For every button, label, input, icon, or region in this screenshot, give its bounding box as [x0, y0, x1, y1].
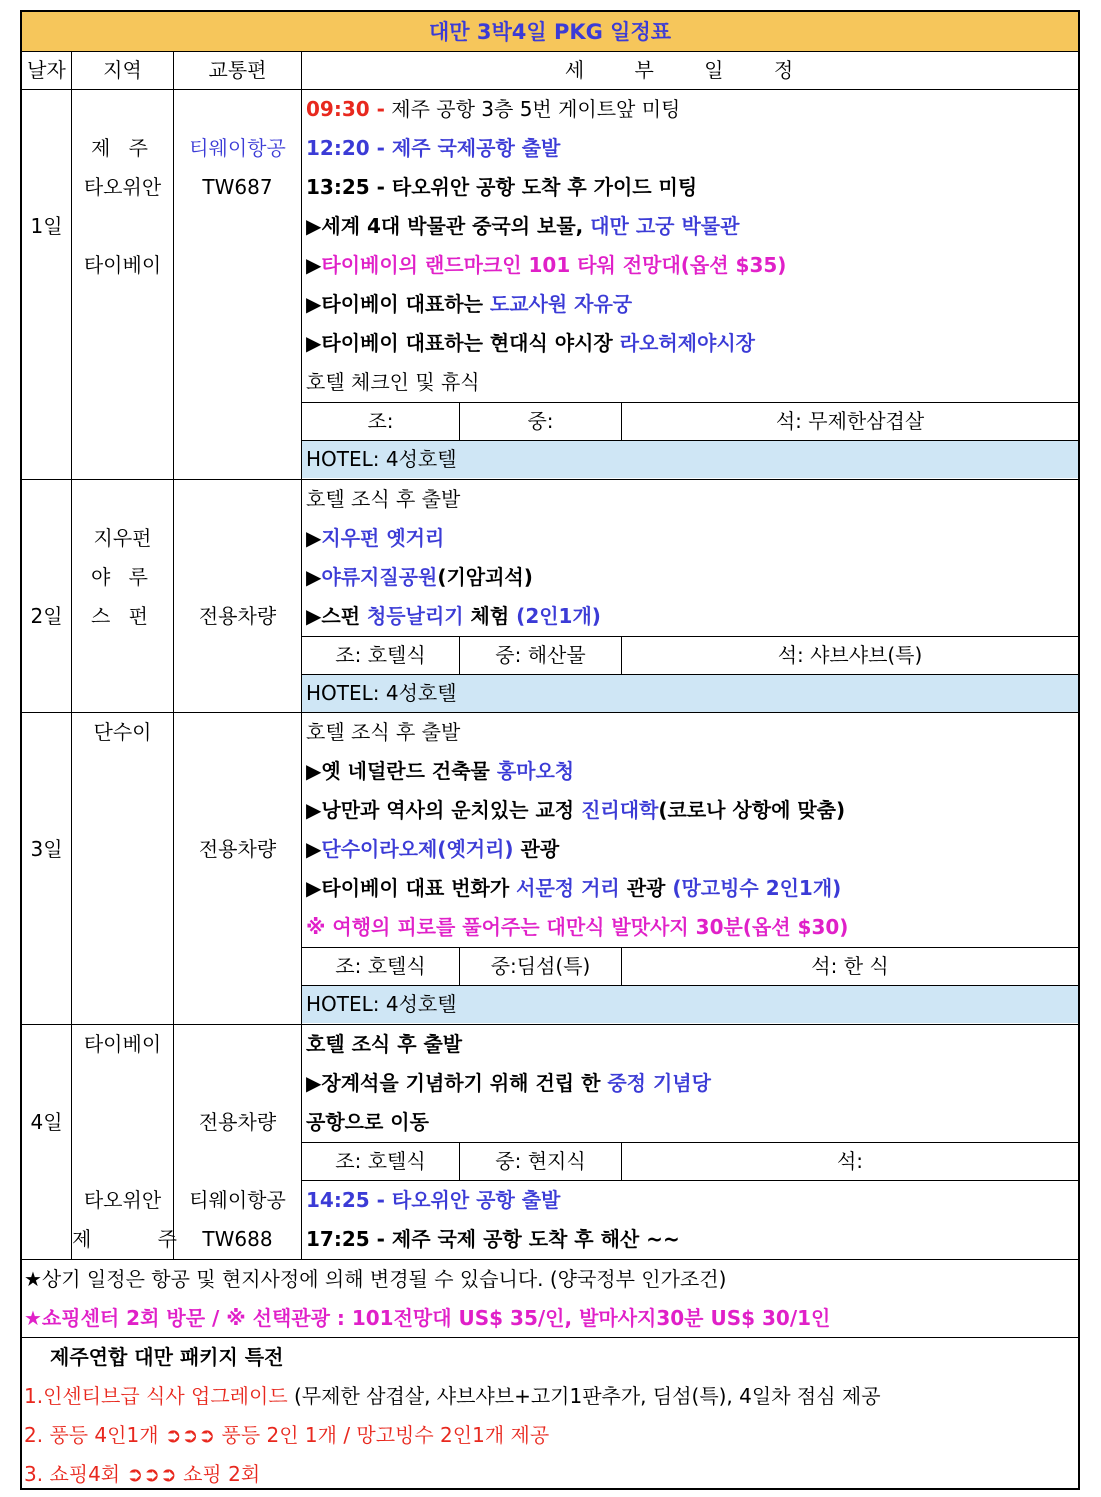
- day-3-transport-cell: [174, 713, 302, 1024]
- day-4-date: 4일: [30, 1110, 63, 1134]
- day-2-lunch: 중: 해산물: [460, 637, 622, 674]
- day-1-item-5-text: 타이베이의 랜드마크인 101 타워 전망대(옵션 $35): [321, 253, 787, 277]
- day-3-hotel: HOTEL: 4성호텔: [302, 986, 1078, 1023]
- day-4-meals: [302, 1142, 1078, 1181]
- day-1-item-2: 12:20 - 제주 국제공항 출발: [306, 136, 561, 160]
- day-1-flight: TW687: [202, 175, 273, 199]
- day-4-vehicle: 전용차량: [198, 1110, 277, 1134]
- day-2-dinner: 석: 샤브샤브(특): [777, 643, 923, 667]
- day-1-region-3: 타이베이: [83, 253, 162, 277]
- day-1-item-1: 09:30 - 제주 공항 3층 5번 게이트앞 미팅: [306, 97, 681, 121]
- day-4-breakfast: 조: 호텔식: [302, 1143, 460, 1180]
- day-2-meals: [302, 636, 1078, 675]
- day-2-item-2: ▶지우펀 옛거리: [306, 526, 445, 550]
- day-1-breakfast: 조:: [302, 403, 460, 440]
- day-1-item-5: ▶타이베이의 랜드마크인 101 타워 전망대(옵션 $35): [306, 253, 787, 277]
- day-1-item-4: ▶세계 4대 박물관 중국의 보물, 대만 고궁 박물관: [306, 214, 740, 238]
- day-3-vehicle: 전용차량: [198, 837, 277, 861]
- day-2-transport-cell: [174, 480, 302, 712]
- day-3-region-cell: [72, 713, 174, 1024]
- perk-1: 1.인센티브급 식사 업그레이드 (무제한 삼겹살, 샤브샤브+고기1판추가, 딤섬(특), 4일차 점심 제공: [24, 1384, 881, 1408]
- day-2-breakfast: 조: 호텔식: [302, 637, 460, 674]
- note-shopping: ★쇼핑센터 2회 방문 / ※ 선택관광 : 101전망대 US$ 35/인, 발마사지30분 US$ 30/1인: [22, 1299, 1078, 1338]
- day-1-region-2: 타오위안: [83, 175, 162, 199]
- day-1-airline: 티웨이항공: [189, 136, 286, 160]
- day-1-date-cell: [22, 90, 72, 479]
- itinerary-sheet: [20, 10, 1080, 1490]
- day-4-dinner: 석:: [836, 1149, 864, 1173]
- day-3-item-2: ▶옛 네덜란드 건축물 홍마오청: [306, 759, 575, 783]
- day-1-meals: [302, 402, 1078, 441]
- day-1-lunch: 중:: [460, 403, 622, 440]
- day-4-item-5: 17:25 - 제주 국제 공항 도착 후 해산 ~~: [306, 1227, 680, 1251]
- perk-3: 3. 쇼핑4회 ➲➲➲ 쇼핑 2회: [24, 1462, 261, 1486]
- day-3-item-5: ▶타이베이 대표 번화가 서문정 거리 관광 (망고빙수 2인1개): [306, 876, 842, 900]
- day-3-date: 3일: [30, 837, 63, 861]
- day-4-item-4: 14:25 - 타오위안 공항 출발: [306, 1188, 561, 1212]
- itinerary-title: 대만 3박4일 PKG 일정표: [22, 12, 1078, 52]
- day-2-hotel: HOTEL: 4성호텔: [302, 675, 1078, 712]
- day-4-region-2: 타오위안: [83, 1188, 162, 1212]
- day-4-region-cell: [72, 1025, 207, 1259]
- day-3-item-6: ※ 여행의 피로를 풀어주는 대만식 발맛사지 30분(옵션 $30): [306, 915, 849, 939]
- day-4-item-3: 공항으로 이동: [306, 1110, 429, 1134]
- day-1-row: [22, 90, 1078, 480]
- day-2-item-3: ▶야류지질공원(기암괴석): [306, 565, 533, 589]
- day-1-region-cell: [72, 90, 174, 479]
- day-2-region-3: 스 펀: [91, 604, 154, 628]
- day-4-flight: TW688: [202, 1227, 273, 1251]
- day-3-row: [22, 713, 1078, 1025]
- day-3-item-4: ▶단수이라오제(옛거리) 관광: [306, 837, 560, 861]
- day-2-region-cell: [72, 480, 174, 712]
- header-transport: 교통편: [174, 52, 302, 89]
- day-1-schedule-cell: [302, 90, 1078, 479]
- header-region: 지역: [72, 52, 174, 89]
- day-4-transport-cell: [174, 1025, 302, 1259]
- header-detail: 세 부 일 정: [564, 58, 816, 82]
- day-2-region-1: 지우펀: [93, 526, 152, 550]
- day-2-region-2: 야 루: [91, 565, 154, 589]
- day-3-region-1: 단수이: [93, 720, 152, 744]
- perk-2: 2. 풍등 4인1개 ➲➲➲ 풍등 2인 1개 / 망고빙수 2인1개 제공: [24, 1423, 550, 1447]
- day-3-lunch: 중:딤섬(특): [460, 948, 622, 985]
- day-1-item-3: 13:25 - 타오위안 공항 도착 후 가이드 미팅: [306, 175, 698, 199]
- day-2-item-4: ▶스펀 청등날리기 체험 (2인1개): [306, 604, 601, 628]
- header-date: 날자: [22, 52, 72, 89]
- day-4-item-1: 호텔 조식 후 출발: [306, 1032, 463, 1056]
- day-3-breakfast: 조: 호텔식: [302, 948, 460, 985]
- day-1-item-8: 호텔 체크인 및 휴식: [306, 370, 480, 394]
- day-1-region-1: 제 주: [91, 136, 154, 160]
- day-4-region-3: 제 주: [72, 1227, 207, 1251]
- day-3-schedule-cell: [302, 713, 1078, 1024]
- day-4-region-1: 타이베이: [83, 1032, 162, 1056]
- day-2-date: 2일: [30, 604, 63, 628]
- day-2-date-cell: [22, 480, 72, 712]
- day-1-dinner: 석: 무제한삼겹살: [775, 409, 925, 433]
- day-3-dinner: 석: 한 식: [811, 954, 889, 978]
- day-2-vehicle: 전용차량: [198, 604, 277, 628]
- day-4-item-2: ▶장계석을 기념하기 위해 건립 한 중정 기념당: [306, 1071, 711, 1095]
- day-1-item-6: ▶타이베이 대표하는 도교사원 자유궁: [306, 292, 633, 316]
- day-1-item-7: ▶타이베이 대표하는 현대식 야시장 라오허제야시장: [306, 331, 755, 355]
- header-row: [22, 52, 1078, 90]
- day-1-date: 1일: [30, 214, 63, 238]
- day-3-item-3: ▶낭만과 역사의 운치있는 교정 진리대학(코로나 상항에 맞춤): [306, 798, 846, 822]
- day-4-airline: 티웨이항공: [189, 1188, 286, 1212]
- day-2-schedule-cell: [302, 480, 1078, 712]
- day-3-meals: [302, 947, 1078, 986]
- day-2-item-1: 호텔 조식 후 출발: [306, 487, 461, 511]
- day-1-hotel: HOTEL: 4성호텔: [302, 441, 1078, 478]
- day-4-lunch: 중: 현지식: [460, 1143, 622, 1180]
- day-3-item-1: 호텔 조식 후 출발: [306, 720, 461, 744]
- day-4-date-cell: [22, 1025, 72, 1259]
- day-4-schedule-cell: [302, 1025, 1078, 1259]
- day-4-row: [22, 1025, 1078, 1260]
- day-1-transport-cell: [174, 90, 302, 479]
- day-3-date-cell: [22, 713, 72, 1024]
- perks-title: 제주연합 대만 패키지 특전: [50, 1345, 284, 1369]
- day-2-row: [22, 480, 1078, 713]
- note-change: ★상기 일정은 항공 및 현지사정에 의해 변경될 수 있습니다. (양국정부 인가조건): [24, 1267, 727, 1291]
